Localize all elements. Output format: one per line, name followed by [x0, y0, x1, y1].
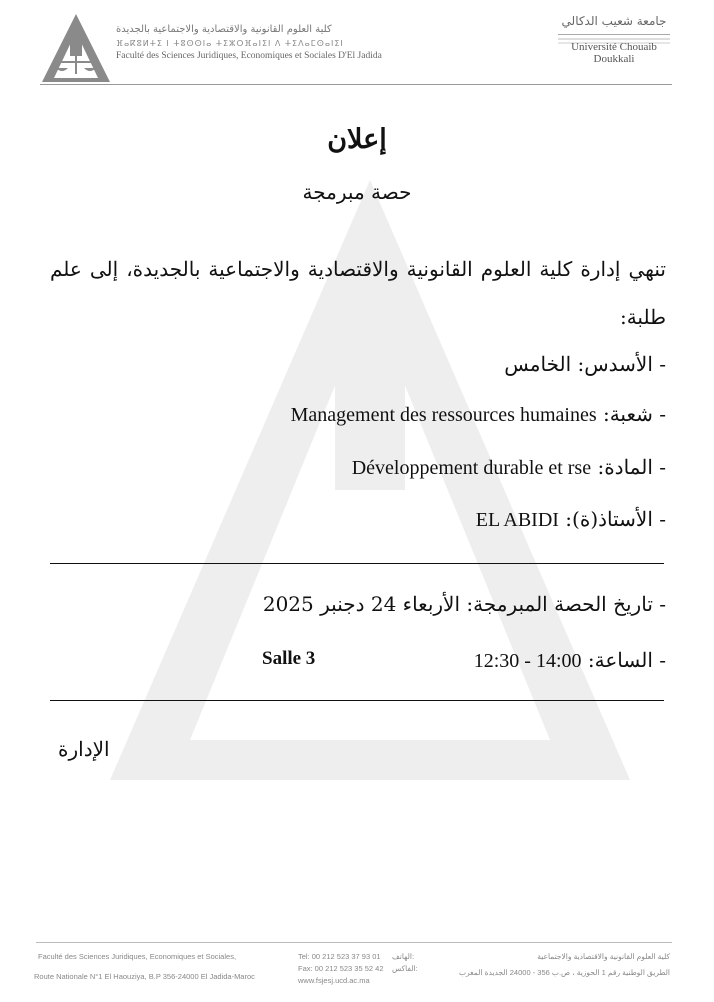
university-logo — [554, 14, 674, 65]
date-line — [263, 592, 666, 616]
professor-label: - الأستاذ(ة): — [565, 507, 666, 531]
time-label: - الساعة: — [587, 648, 666, 672]
subject-label: - المادة: — [597, 455, 666, 479]
branch-value: Management des ressources humaines — [290, 404, 597, 426]
room-label: Salle 3 — [262, 648, 316, 669]
signature: الإدارة — [58, 737, 110, 761]
semester-value: الخامس — [504, 352, 572, 376]
branch-label: - شعبة: — [602, 402, 666, 426]
footer-fax-arabic: الفاكس: — [392, 964, 418, 973]
footer-tel-arabic: الهاتف: — [392, 952, 415, 961]
time-value: 12:30 - 14:00 — [473, 650, 582, 672]
professor-line — [476, 507, 666, 532]
university-name-arabic: جامعة شعيب الدكالي — [561, 14, 667, 28]
university-name-french: Université Chouaib Doukkali — [571, 41, 657, 65]
page-subtitle: حصة مبرمجة — [302, 180, 412, 204]
faculty-name-french: Faculté des Sciences Juridiques, Economiques et Sociales D'El Jadida — [116, 51, 382, 61]
branch-line — [291, 402, 666, 427]
professor-value: EL ABIDI — [475, 509, 559, 531]
faculty-name-tifinagh: ⴼⴰⴽⵓⵍⵜⵉ ⵏ ⵜⵓⵙⵙⵏⴰ ⵜⵉⵣⵔⴼⴰⵏⵉⵏ ⴷ ⵜⵉⴷⴰⵎⵙⴰⵏⵉⵏ — [116, 39, 344, 48]
faculty-logo — [40, 12, 112, 84]
divider-bottom — [50, 700, 664, 701]
divider-top — [50, 563, 664, 564]
subject-line — [352, 455, 666, 480]
date-label: - تاريخ الحصة المبرمجة: — [466, 592, 666, 616]
time-line — [474, 648, 666, 673]
faculty-name-arabic: كلية العلوم القانونية والاقتصادية والاجتماعية بالجديدة — [116, 24, 332, 35]
date-value: الأربعاء 24 دجنبر 2025 — [262, 592, 461, 616]
footer-address-ar-2: الطريق الوطنية رقم 1 الحوزية ، ص.ب 356 - 24000 الجديدة المغرب — [458, 968, 670, 977]
footer-fax: Fax: 00 212 523 35 52 42 — [298, 964, 384, 973]
letterhead — [40, 10, 674, 88]
footer-website: www.fsjesj.ucd.ac.ma — [298, 976, 370, 985]
footer-address-ar-1: كلية العلوم القانونية والاقتصادية والاجتماعية — [537, 952, 670, 961]
page-title: إعلان — [327, 124, 387, 155]
semester-label: - الأسدس: — [577, 352, 666, 376]
footer-tel: Tel: 00 212 523 37 93 01 — [298, 952, 381, 961]
intro-paragraph: تنهي إدارة كلية العلوم القانونية والاقتصادية والاجتماعية بالجديدة، إلى علم طلبة: — [50, 257, 666, 329]
header-divider — [40, 84, 672, 85]
footer-address-fr-2: Route Nationale N°1 El Haouziya, B.P 356-24000 El Jadida-Maroc — [34, 972, 255, 981]
footer-divider — [36, 942, 672, 943]
subject-value: Développement durable et rse — [351, 457, 592, 479]
footer-address-fr-1: Faculté des Sciences Juridiques, Economiques et Sociales, — [38, 952, 237, 961]
semester-line — [504, 352, 666, 376]
